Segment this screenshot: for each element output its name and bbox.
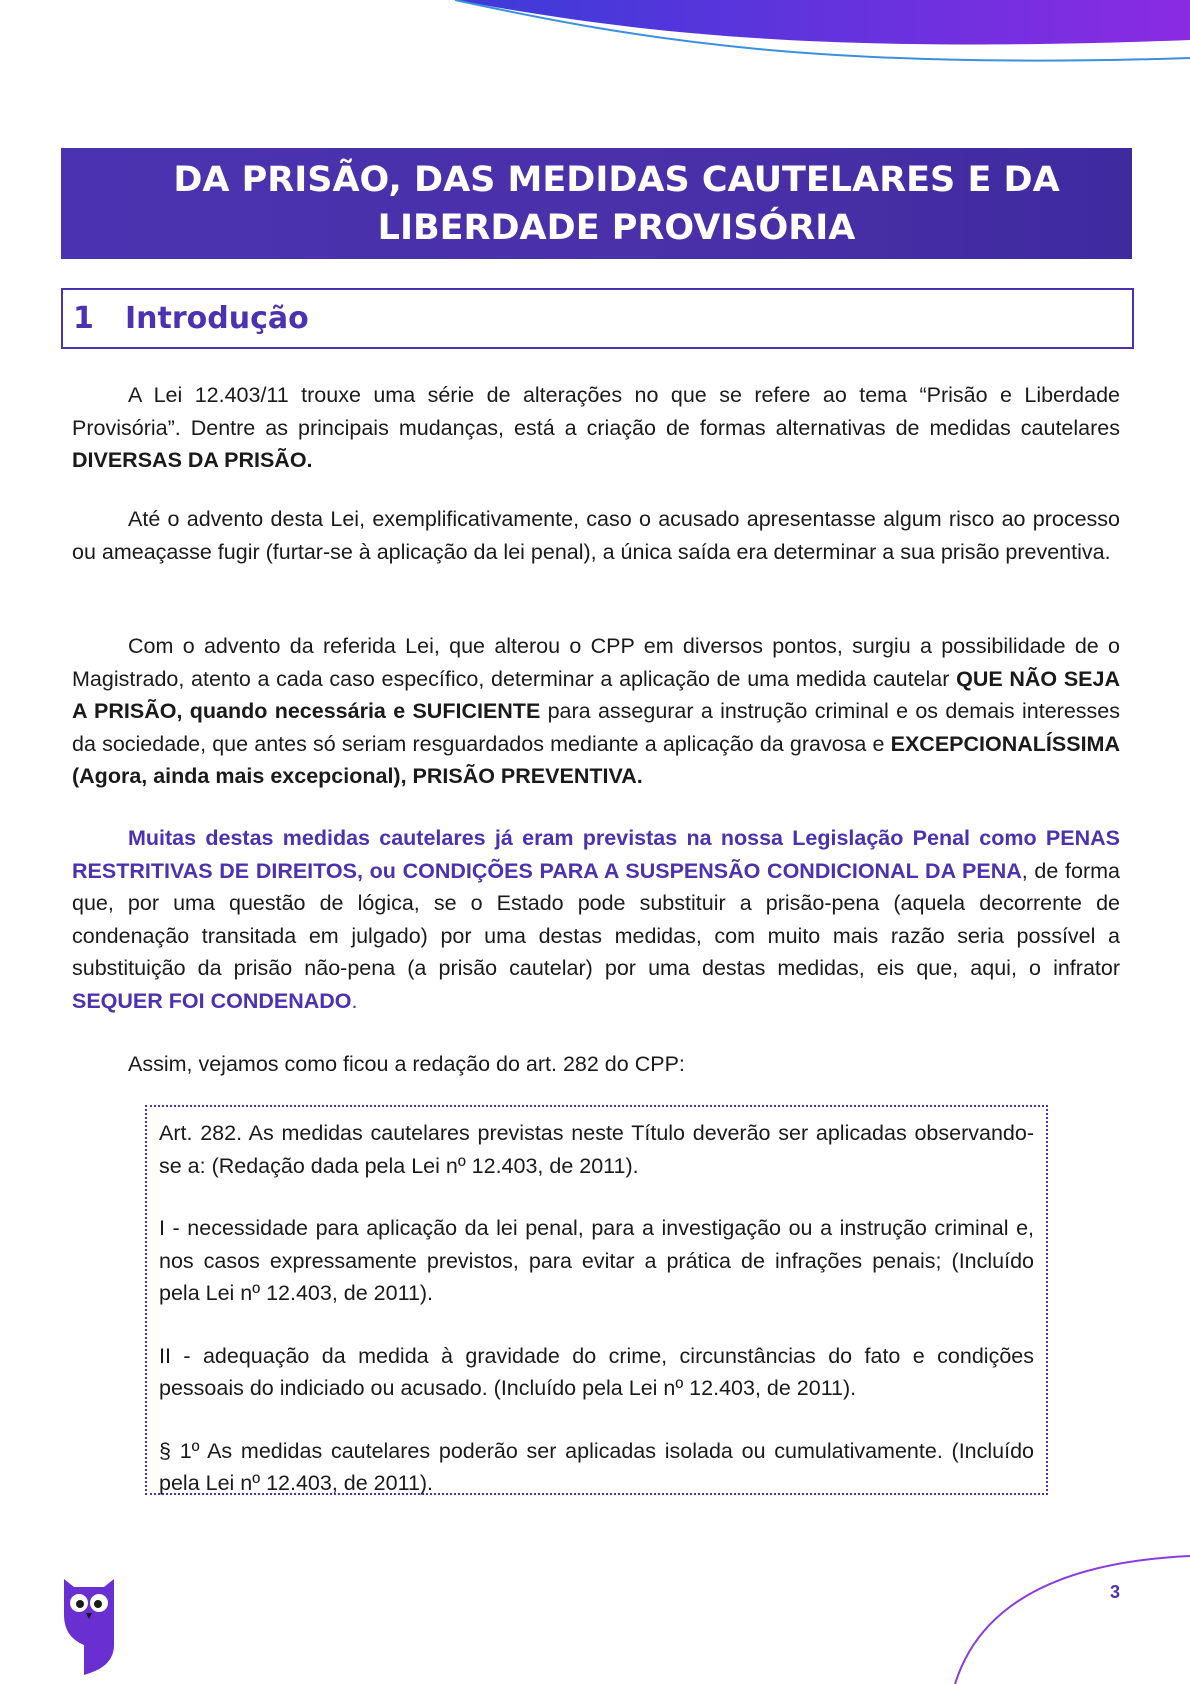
paragraph-4	[72, 822, 1120, 1017]
law-quote-box	[145, 1105, 1048, 1495]
paragraph-3-d: EXCEPCIONALÍSSIMA (Agora, ainda mais excepcional), PRISÃO PREVENTIVA.	[72, 731, 1120, 788]
paragraph-5	[72, 1048, 1120, 1081]
paragraph-4-highlight: Muitas destas medidas cautelares já eram previstas na nossa Legislação Penal como PENAS RESTRITIVAS DE DIREITOS, ou CONDIÇÕES PARA A SUSPENSÃO CONDICIONAL DA PENA	[72, 826, 1120, 883]
paragraph-4-text: , de forma que, por uma questão de lógica, se o Estado pode substituir a prisão-pena (aquela decorrente de condenação transitada em julgado) por uma destas medidas, com muito mais razão seria possível a substituição da prisão não-pena (a prisão cautelar) por uma destas medidas, eis que, aqui, o infrator	[72, 858, 1120, 980]
paragraph-4-highlight-2: SEQUER FOI CONDENADO	[72, 988, 352, 1013]
quote-paragraph-1: § 1º As medidas cautelares poderão ser aplicadas isolada ou cumulativamente. (Incluído pela Lei nº 12.403, de 2011).	[159, 1438, 1034, 1495]
section-number: 1	[73, 301, 94, 336]
section-header	[61, 288, 1134, 349]
paragraph-1	[72, 379, 1120, 477]
footer-decoration	[950, 1544, 1190, 1684]
paragraph-1-bold: DIVERSAS DA PRISÃO.	[72, 448, 313, 472]
quote-article: Art. 282. As medidas cautelares previstas neste Título deverão ser aplicadas observando-se a: (Redação dada pela Lei nº 12.403, de 2011).	[159, 1121, 1034, 1178]
page-number: 3	[1109, 1582, 1120, 1602]
paragraph-3-b: QUE NÃO SEJA A PRISÃO, quando necessária e SUFICIENTE	[72, 666, 1120, 723]
paragraph-3-a: Com o advento da referida Lei, que alterou o CPP em diversos pontos, surgiu a possibilidade de o Magistrado, atento a cada caso específico, determinar a aplicação de uma medida cautelar	[72, 634, 1120, 691]
header-decoration	[0, 0, 1190, 80]
paragraph-2-text: Até o advento desta Lei, exemplificativamente, caso o acusado apresentasse algum risco ao processo ou ameaçasse fugir (furtar-se à aplicação da lei penal), a única saída era determinar a sua prisão preventiva.	[72, 507, 1120, 564]
owl-logo-icon	[60, 1575, 118, 1675]
section-title: Introdução	[125, 301, 309, 336]
paragraph-5-text: Assim, vejamos como ficou a redação do art. 282 do CPP:	[128, 1052, 685, 1076]
paragraph-4-end: .	[351, 988, 358, 1013]
paragraph-3	[72, 630, 1120, 793]
chapter-title-line1: DA PRISÃO, DAS MEDIDAS CAUTELARES E DA	[173, 160, 1060, 200]
quote-item-2: II - adequação da medida à gravidade do crime, circunstâncias do fato e condições pessoais do indiciado ou acusado. (Incluído pela Lei nº 12.403, de 2011).	[159, 1343, 1034, 1400]
chapter-title-line2: LIBERDADE PROVISÓRIA	[377, 208, 856, 248]
paragraph-2	[72, 503, 1120, 568]
paragraph-3-c: para assegurar a instrução criminal e os demais interesses da sociedade, que antes só seriam resguardados mediante a aplicação da gravosa e	[72, 699, 1120, 756]
quote-item-1: I - necessidade para aplicação da lei penal, para a investigação ou a instrução criminal e, nos casos expressamente previstos, para evitar a prática de infrações penais; (Incluído pela Lei nº 12.403, de 2011).	[159, 1216, 1034, 1305]
paragraph-1-text: A Lei 12.403/11 trouxe uma série de alterações no que se refere ao tema “Prisão e Liberdade Provisória”. Dentre as principais mudanças, está a criação de formas alternativas de medidas cautelares	[72, 383, 1120, 440]
chapter-title-banner	[61, 148, 1132, 259]
